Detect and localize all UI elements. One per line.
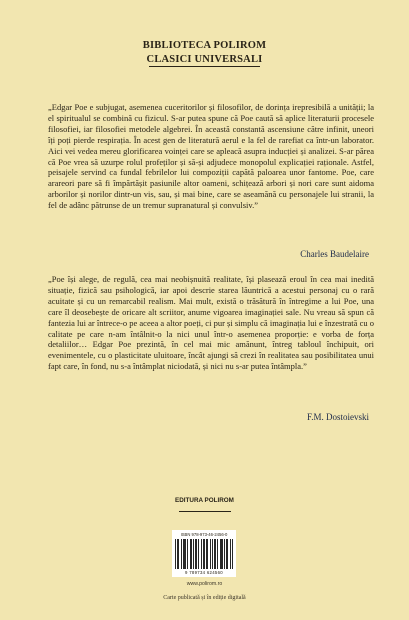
series-rule [149, 66, 260, 67]
series-line-1: BIBLIOTECA POLIROM [142, 40, 267, 51]
website: www.polirom.ro [186, 581, 223, 587]
quote-author-dostoievski: F.M. Dostoievski [306, 412, 369, 422]
quote-baudelaire: „Edgar Poe e subjugat, asemenea cuceritorilor și filosofilor, de dorința irepresibilă a unității; la el spiritualul se combină cu fizicul. S-ar putea spune că Poe caută să aplice literaturii procesele filosofiei, iar filosofiei metodele algebrei. În această constantă ascensiune către infinit, uneori îți poți pierde respirația. În acest gen de literatură aerul e la fel de rarefiat ca într-un laborator. Aici vei vedea mereu glorificarea voinței care se apleacă asupra inducției și analizei. S-ar părea că Poe vrea să uzurpe rolul profeților și să-și adjudece monopolul explicației raționale. Astfel, peisajele servind ca fundal febrilelor lui compoziții capătă paloarea unor fantome. Poe, care arareori pare să fi împărtășit pasiunile altor oameni, schițează arbori și nori care sunt aidoma arborilor și norilor dintr-un vis, sau, și mai bine, care se aseamănă cu personajele lui stranii, la fel de adânc pătrunse de un tremur supranatural și convulsiv.” [48, 102, 374, 211]
isbn-number: ISBN 978-973-46-2456-0 [180, 532, 228, 537]
quote-author-baudelaire: Charles Baudelaire [300, 249, 369, 259]
series-title [0, 39, 409, 67]
publisher-rule [179, 511, 231, 512]
series-line-2: CLASICI UNIVERSALI [146, 54, 263, 65]
ean-number: 9 789734 624560 [185, 570, 223, 575]
digital-edition-note: Carte publicată și în ediție digitală [163, 595, 246, 601]
barcode [172, 530, 236, 577]
publisher-name: EDITURA POLIROM [175, 497, 234, 504]
barcode-bars [175, 539, 233, 569]
quote-dostoievski: „Poe își alege, de regulă, cea mai neobișnuită realitate, își plasează eroul în cea mai inedită situație, fizică sau psihologică, iar apoi descrie starea lăuntrică a acestui personaj cu o rară acuitate și cu un remarcabil realism. Mai mult, există o trăsătură în întregime a lui Poe, una care îl deosebește de oricare alt scriitor, anume vigoarea imaginației sale. Nu vreau să spun că fantezia lui ar întrece-o pe aceea a altor poeți, ci pur și simplu că imaginația lui e înzestrată cu o calitate pe care n-am întâlnit-o la nici unul într-o asemenea proporție: e vorba de forța detaliilor… Edgar Poe prezintă, în cel mai mic amănunt, întreg tabloul închipuit, ori evenimentele, cu o plasticitate uluitoare, încât ajungi să crezi în realitatea sau posibilitatea unui fapt care, în fond, nu s-a întâmplat niciodată, și nici nu s-ar putea întâmpla.” [48, 274, 374, 372]
